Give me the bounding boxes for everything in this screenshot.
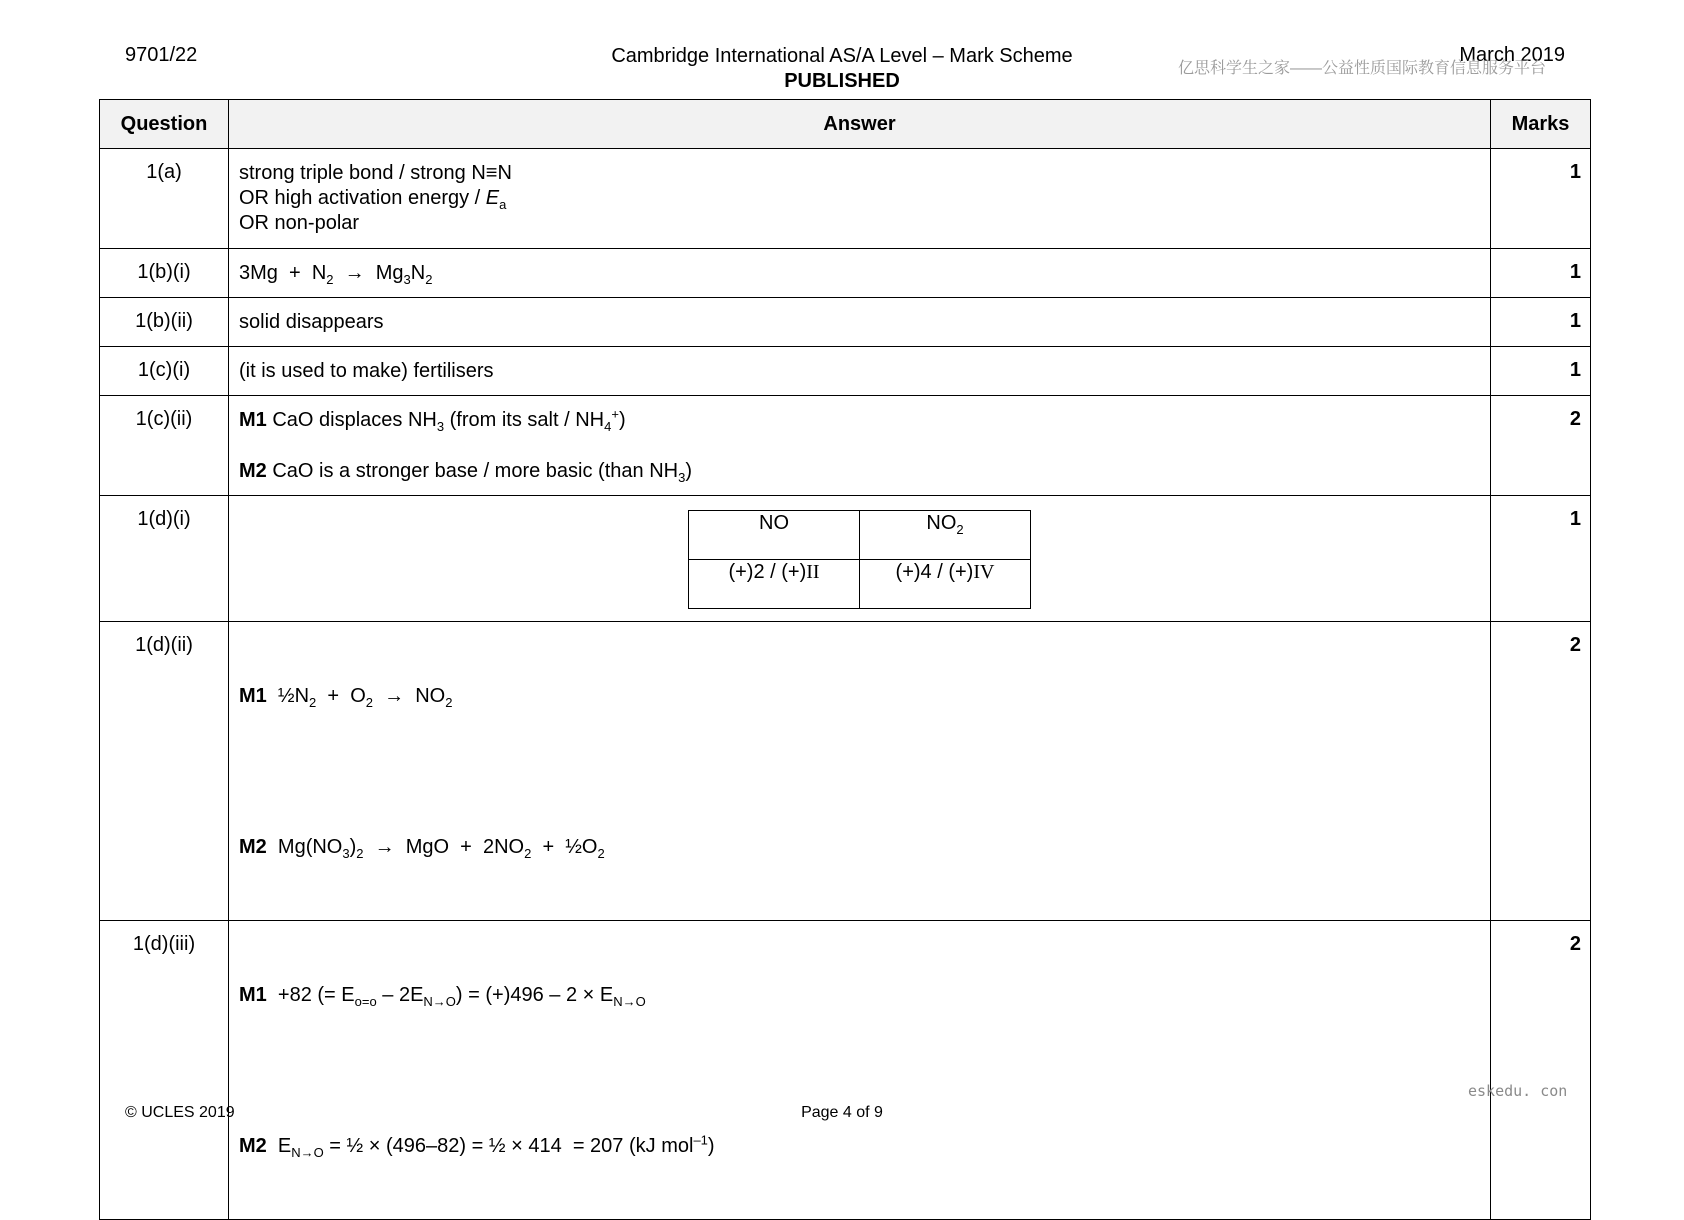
- inner-header-no: NO: [689, 511, 860, 560]
- question-number: 1(a): [100, 149, 229, 249]
- question-number: 1(d)(ii): [100, 622, 229, 921]
- question-number: 1(d)(i): [100, 496, 229, 622]
- table-row: [100, 921, 1591, 1220]
- oxidation-state-table: [688, 510, 1031, 609]
- header-code: 9701/22: [125, 44, 198, 66]
- header-date: March 2019: [1459, 44, 1565, 66]
- marks-value: 1: [1491, 298, 1591, 347]
- answer-line: OR non-polar: [239, 212, 360, 234]
- answer-header: Answer: [229, 100, 1491, 149]
- answer-cell: [229, 149, 1491, 249]
- inner-value-no2: (+)4 / (+)IV: [860, 560, 1031, 609]
- table-header-row: [100, 100, 1591, 149]
- answer-cell: solid disappears: [229, 298, 1491, 347]
- question-number: 1(c)(i): [100, 347, 229, 396]
- answer-cell: [229, 496, 1491, 622]
- mark-scheme-table: [99, 99, 1591, 1220]
- footer-page-number: Page 4 of 9: [801, 1104, 883, 1121]
- answer-line: M1 +82 (= $E_{o=o} - 2E_{N\to O}) = (+)496 - 2 \times E_{N\to O}$: [239, 984, 646, 1009]
- answer-cell: $3Mg + N_2 \to Mg_3N_2$: [229, 249, 1491, 298]
- question-number: 1(c)(ii): [100, 396, 229, 496]
- marks-value: 1: [1491, 496, 1591, 622]
- answer-cell: [229, 921, 1491, 1220]
- marks-value: 2: [1491, 396, 1591, 496]
- table-row: [100, 347, 1591, 396]
- footer-copyright: © UCLES 2019: [125, 1104, 235, 1121]
- answer-cell: [229, 622, 1491, 921]
- marks-header: Marks: [1491, 100, 1591, 149]
- inner-header-no2: $NO_2$: [860, 511, 1031, 560]
- question-number: 1(b)(i): [100, 249, 229, 298]
- answer-line: M2 CaO is a stronger base / more basic (than $NH_3$): [239, 460, 692, 485]
- answer-cell: (it is used to make) fertilisers: [229, 347, 1491, 396]
- watermark-text: 亿思科学生之家——公益性质国际教育信息服务平台: [1178, 60, 1547, 77]
- marks-value: 1: [1491, 347, 1591, 396]
- question-number: 1(b)(ii): [100, 298, 229, 347]
- question-number: 1(d)(iii): [100, 921, 229, 1220]
- answer-line: OR high activation energy / $E_a$: [239, 187, 507, 212]
- question-header: Question: [100, 100, 229, 149]
- table-row: [100, 249, 1591, 298]
- marks-value: 1: [1491, 249, 1591, 298]
- table-row: [100, 149, 1591, 249]
- published-label: PUBLISHED: [784, 70, 900, 92]
- watermark-site: eskedu. con: [1468, 1082, 1568, 1100]
- table-row: [100, 622, 1591, 921]
- marks-value: 2: [1491, 921, 1591, 1220]
- table-row: [100, 496, 1591, 622]
- marks-value: 1: [1491, 149, 1591, 249]
- answer-line: M2 $Mg(NO_3)_2$ → MgO + $2NO_2$ + $\frac{1}{2}O_2$: [239, 836, 605, 861]
- document-title: Cambridge International AS/A Level – Mark Scheme: [611, 45, 1073, 67]
- answer-line: M1 CaO displaces $NH_3$ (from its salt / $NH_4^+$): [239, 406, 626, 434]
- answer-cell: [229, 396, 1491, 496]
- table-row: [100, 298, 1591, 347]
- inner-value-no: (+)2 / (+)II: [689, 560, 860, 609]
- table-row: [100, 396, 1591, 496]
- answer-line: M1 $\frac{1}{2}N_2 + O_2 \to NO_2$: [239, 685, 453, 710]
- answer-line: M2 $E_{N\to O}$ = ½ × (496–82) = ½ × 414 = 207 (kJ mol$^{-1}$): [239, 1132, 715, 1160]
- marks-value: 2: [1491, 622, 1591, 921]
- answer-line: strong triple bond / strong N≡N: [239, 162, 512, 184]
